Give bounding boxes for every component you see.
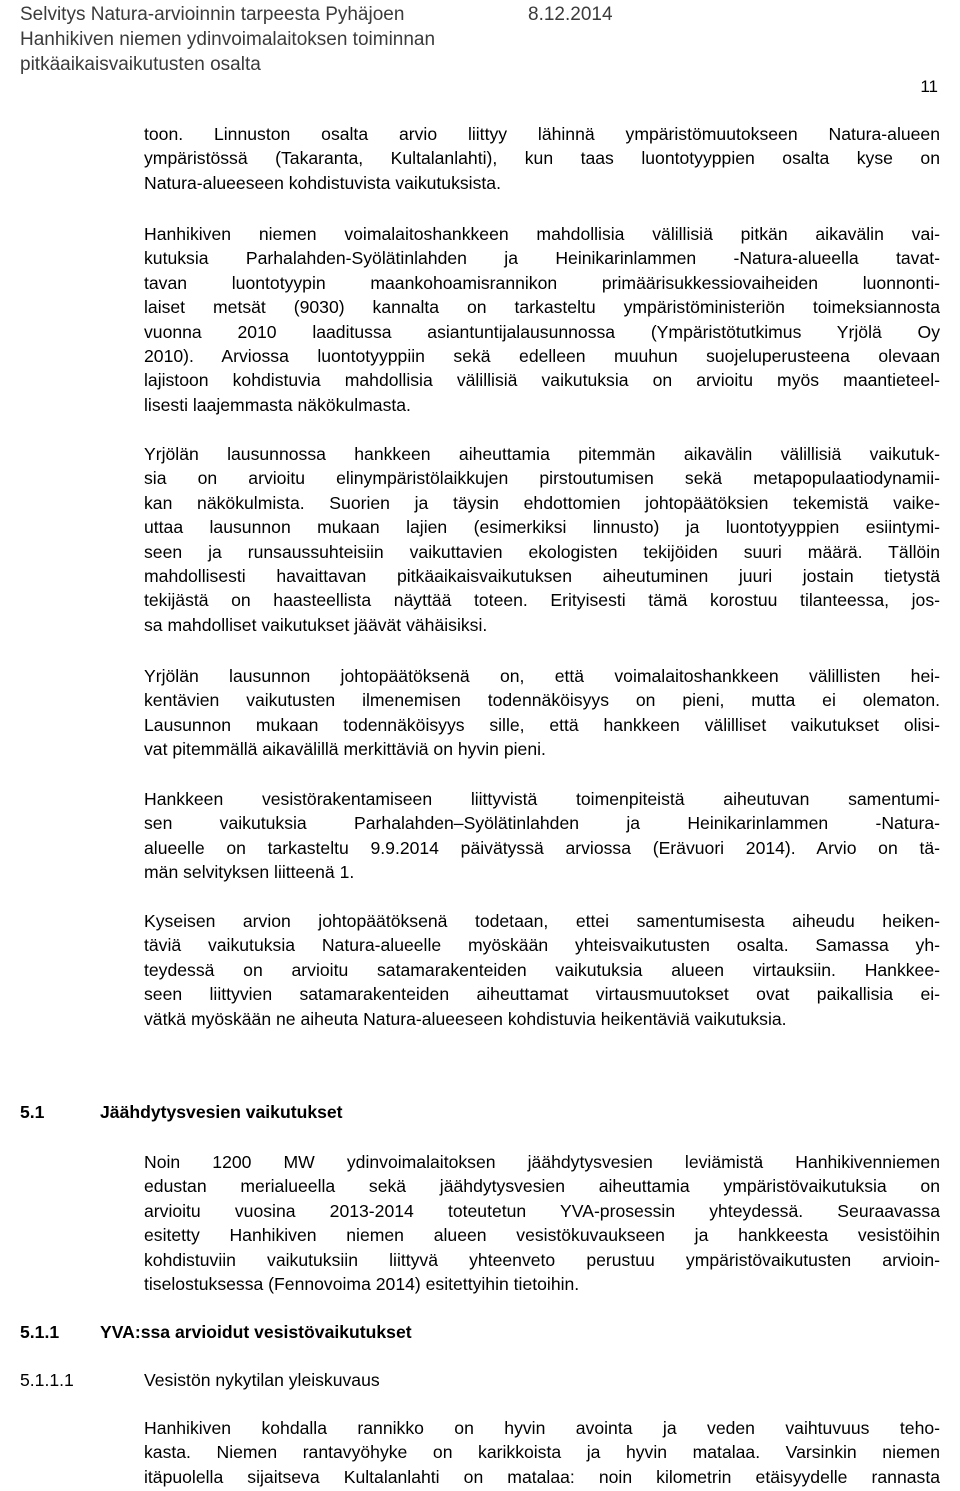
text-line: vuonna 2010 laaditussa asiantuntijalausunnossa (Ympäristötutkimus Yrjölä Oy (144, 321, 940, 342)
text-line: alueelle on tarkasteltu 9.9.2014 päivätyssä arviossa (Erävuori 2014). Arvio on tä- (144, 837, 940, 858)
paragraph-4 (144, 664, 940, 762)
section-title: YVA:ssa arvioidut vesistövaikutukset (100, 1322, 412, 1342)
section-title: Jäähdytysvesien vaikutukset (100, 1102, 343, 1122)
text-line: itäpuolella sijaitseva Kultalanlahti on matalaa: noin kilometrin etäisyydelle rannasta (144, 1466, 940, 1487)
paragraph-2 (144, 222, 940, 417)
text-line: tavan luontotyypin maankohoamisrannikon primäärisukkessiovaiheiden luonnonti- (144, 272, 940, 293)
text-line: män selvityksen liitteenä 1. (144, 862, 355, 883)
text-line: mahdollisesti havaittavan pitkäaikaisvaikutuksen aiheutuminen juuri jostain tietystä (144, 566, 940, 587)
text-line: kohdistuviin vaikutuksiin liittyvä yhteenveto perustuu ympäristövaikutusten arvioin- (144, 1249, 940, 1270)
header-date: 8.12.2014 (528, 4, 613, 25)
text-line: ympäristössä (Takaranta, Kultalanlahti), kun taas luontotyyppien osalta kyse on (144, 148, 940, 169)
text-line: Hanhikiven niemen voimalaitoshankkeen mahdollisia välillisiä pitkän aikavälin vai- (144, 224, 940, 244)
paragraph-1 (144, 122, 940, 195)
text-line: Lausunnon mukaan todennäköisyys sille, että hankkeen välilliset vaikutukset olisi- (144, 714, 940, 735)
page-number: 11 (920, 77, 938, 96)
text-line: 2010). Arviossa luontotyyppiin sekä edelleen muuhun suojeluperusteena olevaan (144, 346, 940, 367)
text-line: Yrjölän lausunnossa hankkeen aiheuttamia pitemmän aikavälin välillisiä vaikutuk- (144, 444, 940, 464)
text-line: kentävien vaikutusten ilmenemisen todennäköisyys on pieni, mutta ei olematon. (144, 690, 940, 711)
header-title-line-3: pitkäaikaisvaikutusten osalta (20, 54, 261, 75)
text-line: vat pitemmällä aikavälillä merkittäviä on hyvin pieni. (144, 739, 546, 760)
text-line: Natura-alueeseen kohdistuvista vaikutuksista. (144, 172, 501, 193)
text-line: teydessä on arvioitu satamarakenteiden vaikutuksia alueen virtauksiin. Hankkee- (144, 959, 940, 980)
text-line: tekijästä on haasteellista näyttää toteen. Erityisesti tämä korostuu tilanteessa, jos- (144, 590, 940, 611)
text-line: sen vaikutuksia Parhalahden–Syölätinlahden ja Heinikarinlammen -Natura- (144, 813, 940, 834)
section-heading-5-1-1 (20, 1320, 920, 1344)
text-line: lisesti laajemmasta näkökulmasta. (144, 394, 411, 415)
text-line: Kyseisen arvion johtopäätöksenä todetaan, ettei samentumisesta aiheudu heiken- (144, 911, 940, 931)
section-number: 5.1 (20, 1102, 45, 1122)
header-title-line-2: Hanhikiven niemen ydinvoimalaitoksen toiminnan (20, 29, 436, 50)
section-number: 5.1.1 (20, 1322, 60, 1342)
page-header (20, 2, 940, 77)
text-line: seen liittyvien satamarakenteiden aiheuttamat virtausmuutokset ovat paikallisia ei- (144, 984, 940, 1005)
text-line: sa mahdolliset vaikutukset jäävät vähäisiksi. (144, 614, 488, 635)
text-line: seen ja runsaussuhteisiin vaikuttavien ekologisten tekijöiden suuri määrä. Tällöin (144, 541, 940, 562)
section-heading-5-1 (20, 1100, 920, 1124)
text-line: kasta. Niemen rantavyöhyke on karikkoista ja hyvin matalaa. Varsinkin niemen (144, 1442, 940, 1463)
section-title: Vesistön nykytilan yleiskuvaus (144, 1370, 380, 1390)
header-title-line-1: Selvitys Natura-arvioinnin tarpeesta Pyhäjoen (20, 4, 405, 25)
text-line: edustan merialueella sekä jäähdytysvesien aiheuttamia ympäristövaikutuksia on (144, 1176, 940, 1197)
text-line: kan näkökulmista. Suorien ja täysin ehdottomien johtopäätöksien tekemistä vaike- (144, 492, 940, 513)
text-line: sia on arvioitu elinympäristölaikkujen pirstoutumisen sekä metapopulaatiodynamii- (144, 468, 940, 489)
text-line: Hankkeen vesistörakentamiseen liittyvistä toimenpiteistä aiheutuvan samentumi- (144, 789, 940, 809)
section-number: 5.1.1.1 (20, 1370, 74, 1390)
text-line: kutuksia Parhalahden-Syölätinlahden ja Heinikarinlammen -Natura-alueella tavat- (144, 248, 940, 269)
section-heading-5-1-1-1 (20, 1368, 920, 1392)
text-line: vätkä myöskään ne aiheuta Natura-alueeseen kohdistuvia heikentäviä vaikutuksia. (144, 1008, 787, 1029)
text-line: arvioitu vuosina 2013-2014 toteutetun YVA-prosessin yhteydessä. Seuraavassa (144, 1200, 940, 1221)
text-line: tiselostuksessa (Fennovoima 2014) esitettyihin tietoihin. (144, 1274, 580, 1295)
text-line: toon. Linnuston osalta arvio liittyy lähinnä ympäristömuutokseen Natura-alueen (144, 124, 940, 144)
text-line: Yrjölän lausunnon johtopäätöksenä on, että voimalaitoshankkeen välillisten hei- (144, 666, 940, 686)
text-line: Hanhikiven kohdalla rannikko on hyvin avointa ja veden vaihtuvuus teho- (144, 1418, 940, 1438)
paragraph-5 (144, 787, 940, 885)
section-5-1-paragraph (144, 1150, 940, 1296)
text-line: täviä vaikutuksia Natura-alueelle myöskään yhteisvaikutusten osalta. Samassa yh- (144, 935, 940, 956)
text-line: laiset metsät (9030) kannalta on tarkasteltu ympäristöministeriön toimeksiannosta (144, 297, 940, 318)
text-line: lajistoon kohdistuvia mahdollisia välillisiä vaikutuksia on arvioitu myös maantieteel- (144, 370, 940, 391)
paragraph-3 (144, 442, 940, 637)
text-line: uttaa lausunnon mukaan lajien (esimerkiksi linnusto) ja luontotyyppien esiintymi- (144, 517, 940, 538)
section-5-1-1-1-paragraph (144, 1416, 940, 1489)
paragraph-6 (144, 909, 940, 1031)
text-line: Noin 1200 MW ydinvoimalaitoksen jäähdytysvesien leviämistä Hanhikivenniemen (144, 1152, 940, 1172)
text-line: esitetty Hanhikiven niemen alueen vesistökuvaukseen ja hankkeesta vesistöihin (144, 1225, 940, 1246)
